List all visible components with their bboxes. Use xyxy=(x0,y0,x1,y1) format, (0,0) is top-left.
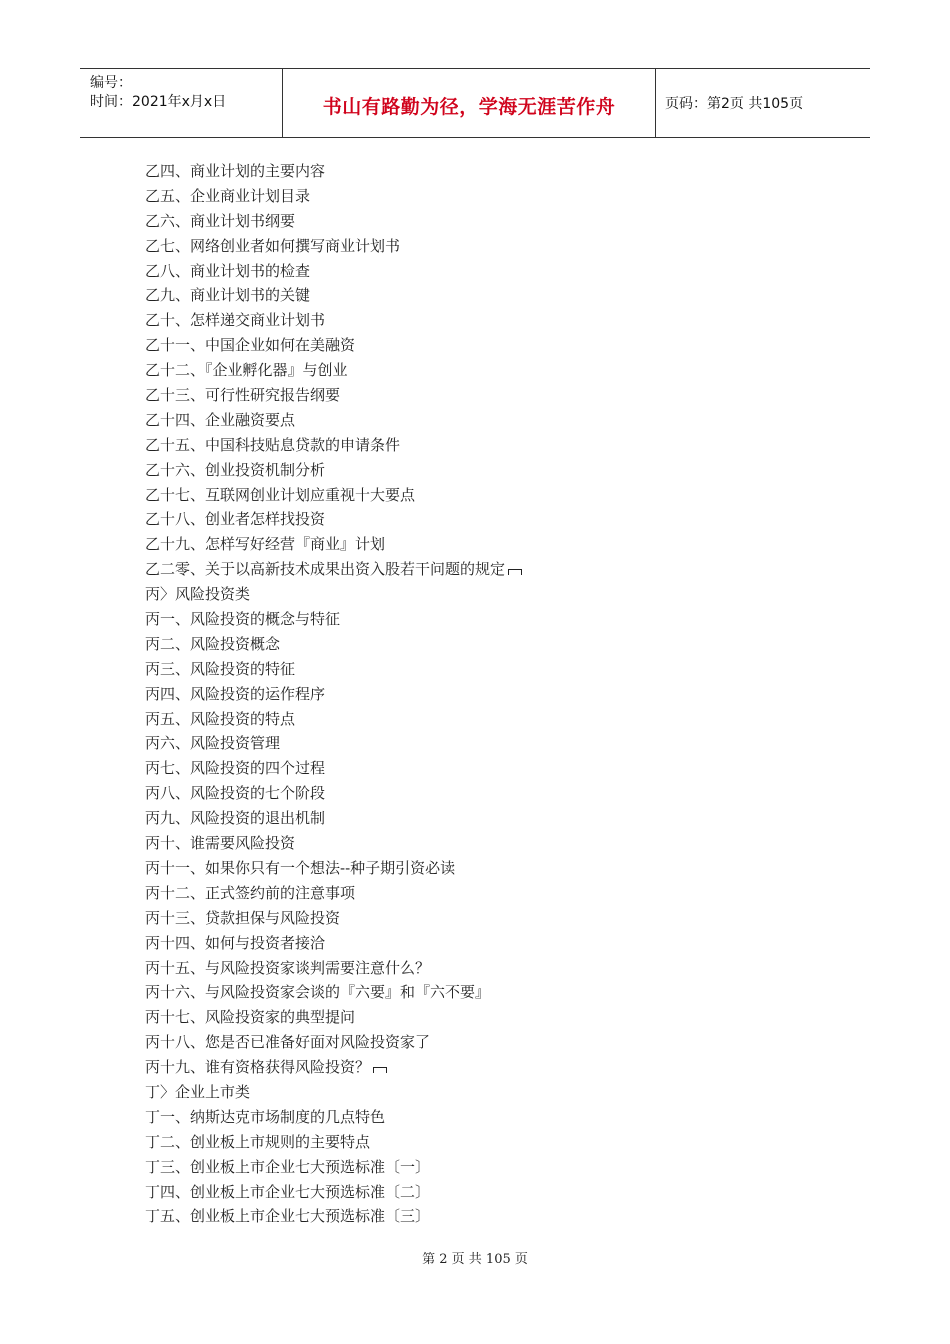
toc-item-text: 丙八、风险投资的七个阶段 xyxy=(145,784,326,803)
toc-item-text: 丁四、创业板上市企业七大预选标准〔二〕 xyxy=(145,1182,431,1201)
toc-item-text: 丙十二、正式签约前的注意事项 xyxy=(145,883,356,902)
toc-item-text: 丙四、风险投资的运作程序 xyxy=(145,684,326,703)
toc-item xyxy=(145,184,865,209)
toc-item-text: 丙十、谁需要风险投资 xyxy=(145,834,296,853)
toc-item xyxy=(145,557,865,582)
toc-item-text: 乙十六、创业投资机制分析 xyxy=(145,460,326,479)
paragraph-mark-icon xyxy=(373,1067,387,1073)
toc-item xyxy=(145,458,865,483)
toc-item-text: 丙十三、贷款担保与风险投资 xyxy=(145,908,341,927)
toc-item-text: 丙十九、谁有资格获得风险投资？ xyxy=(145,1058,371,1077)
table-of-contents xyxy=(145,159,865,1229)
toc-item xyxy=(145,806,865,831)
toc-item xyxy=(145,856,865,881)
toc-item-text: 丙十六、与风险投资家会谈的『六要』和『六不要』 xyxy=(145,983,491,1002)
toc-item-text: 丁二、创业板上市规则的主要特点 xyxy=(145,1132,371,1151)
toc-item-text: 乙十七、互联网创业计划应重视十大要点 xyxy=(145,485,416,504)
toc-item-text: 丙五、风险投资的特点 xyxy=(145,709,296,728)
toc-item xyxy=(145,756,865,781)
toc-item xyxy=(145,657,865,682)
toc-item xyxy=(145,507,865,532)
toc-item xyxy=(145,259,865,284)
header-motto: 书山有路勤为径，学海无涯苦作舟 xyxy=(322,96,616,118)
toc-item xyxy=(145,234,865,259)
toc-item xyxy=(145,333,865,358)
toc-item xyxy=(145,831,865,856)
toc-item xyxy=(145,1105,865,1130)
toc-item-text: 乙二零、关于以高新技术成果出资入股若干问题的规定 xyxy=(145,560,506,579)
toc-item xyxy=(145,881,865,906)
toc-item-text: 乙七、网络创业者如何撰写商业计划书 xyxy=(145,236,401,255)
toc-item-text: 丙〉风险投资类 xyxy=(145,585,251,604)
toc-item xyxy=(145,607,865,632)
toc-item-text: 乙十三、可行性研究报告纲要 xyxy=(145,386,341,405)
toc-item xyxy=(145,1030,865,1055)
toc-item-text: 丁〉企业上市类 xyxy=(145,1082,251,1101)
header-page-code: 页码：第2页 共105页 xyxy=(665,96,804,112)
toc-item-text: 乙十、怎样递交商业计划书 xyxy=(145,311,326,330)
toc-item-text: 丙十七、风险投资家的典型提问 xyxy=(145,1008,356,1027)
toc-item-text: 丁五、创业板上市企业七大预选标准〔三〕 xyxy=(145,1207,431,1226)
paragraph-mark-icon xyxy=(508,569,522,575)
page-footer: 第 2 页 共 105 页 xyxy=(422,1252,528,1267)
toc-item-text: 乙八、商业计划书的检查 xyxy=(145,261,311,280)
toc-item-text: 乙六、商业计划书纲要 xyxy=(145,211,296,230)
toc-item xyxy=(145,308,865,333)
toc-item-text: 乙十八、创业者怎样找投资 xyxy=(145,510,326,529)
toc-item xyxy=(145,582,865,607)
toc-item-text: 丙九、风险投资的退出机制 xyxy=(145,809,326,828)
toc-item xyxy=(145,483,865,508)
toc-item-text: 乙十五、中国科技贴息贷款的申请条件 xyxy=(145,435,401,454)
toc-item xyxy=(145,1180,865,1205)
toc-item-text: 丁三、创业板上市企业七大预选标准〔一〕 xyxy=(145,1157,431,1176)
toc-item xyxy=(145,408,865,433)
toc-item-text: 乙四、商业计划的主要内容 xyxy=(145,162,326,180)
toc-item xyxy=(145,906,865,931)
document-time-label: 时间：2021年x月x日 xyxy=(90,94,227,110)
document-header xyxy=(80,68,870,138)
header-meta-cell xyxy=(80,69,282,137)
toc-item xyxy=(145,159,865,184)
toc-item-text: 丁一、纳斯达克市场制度的几点特色 xyxy=(145,1107,386,1126)
toc-item xyxy=(145,383,865,408)
toc-item xyxy=(145,1005,865,1030)
toc-item xyxy=(145,1204,865,1229)
toc-item-text: 乙五、企业商业计划目录 xyxy=(145,186,311,205)
toc-item-text: 乙十二、『企业孵化器』与创业 xyxy=(145,361,348,380)
toc-item xyxy=(145,956,865,981)
toc-item xyxy=(145,781,865,806)
toc-item xyxy=(145,731,865,756)
toc-item-text: 丙一、风险投资的概念与特征 xyxy=(145,610,341,629)
toc-item xyxy=(145,1130,865,1155)
toc-item-text: 乙十四、企业融资要点 xyxy=(145,410,296,429)
toc-item-text: 丙十一、如果你只有一个想法--种子期引资必读 xyxy=(145,858,456,877)
toc-item-text: 乙十一、中国企业如何在美融资 xyxy=(145,336,356,355)
header-motto-cell xyxy=(282,69,656,137)
toc-item xyxy=(145,532,865,557)
toc-item-text: 丙六、风险投资管理 xyxy=(145,734,281,753)
toc-item xyxy=(145,283,865,308)
toc-item-text: 丙十八、您是否已准备好面对风险投资家了 xyxy=(145,1033,431,1052)
toc-item-text: 乙十九、怎样写好经营『商业』计划 xyxy=(145,535,386,554)
toc-item-text: 丙七、风险投资的四个过程 xyxy=(145,759,326,778)
toc-item-text: 丙二、风险投资概念 xyxy=(145,634,281,653)
toc-item-text: 乙九、商业计划书的关键 xyxy=(145,286,311,305)
toc-item xyxy=(145,358,865,383)
toc-item xyxy=(145,433,865,458)
toc-item xyxy=(145,707,865,732)
toc-item xyxy=(145,632,865,657)
toc-item xyxy=(145,209,865,234)
toc-item xyxy=(145,1155,865,1180)
toc-item xyxy=(145,1055,865,1080)
header-page-cell xyxy=(655,69,870,137)
toc-item-text: 丙十五、与风险投资家谈判需要注意什么？ xyxy=(145,958,431,977)
toc-item-text: 丙三、风险投资的特征 xyxy=(145,659,296,678)
toc-item xyxy=(145,1080,865,1105)
document-number-label: 编号： xyxy=(90,75,132,91)
toc-item xyxy=(145,682,865,707)
toc-item xyxy=(145,980,865,1005)
toc-item xyxy=(145,931,865,956)
toc-item-text: 丙十四、如何与投资者接洽 xyxy=(145,933,326,952)
